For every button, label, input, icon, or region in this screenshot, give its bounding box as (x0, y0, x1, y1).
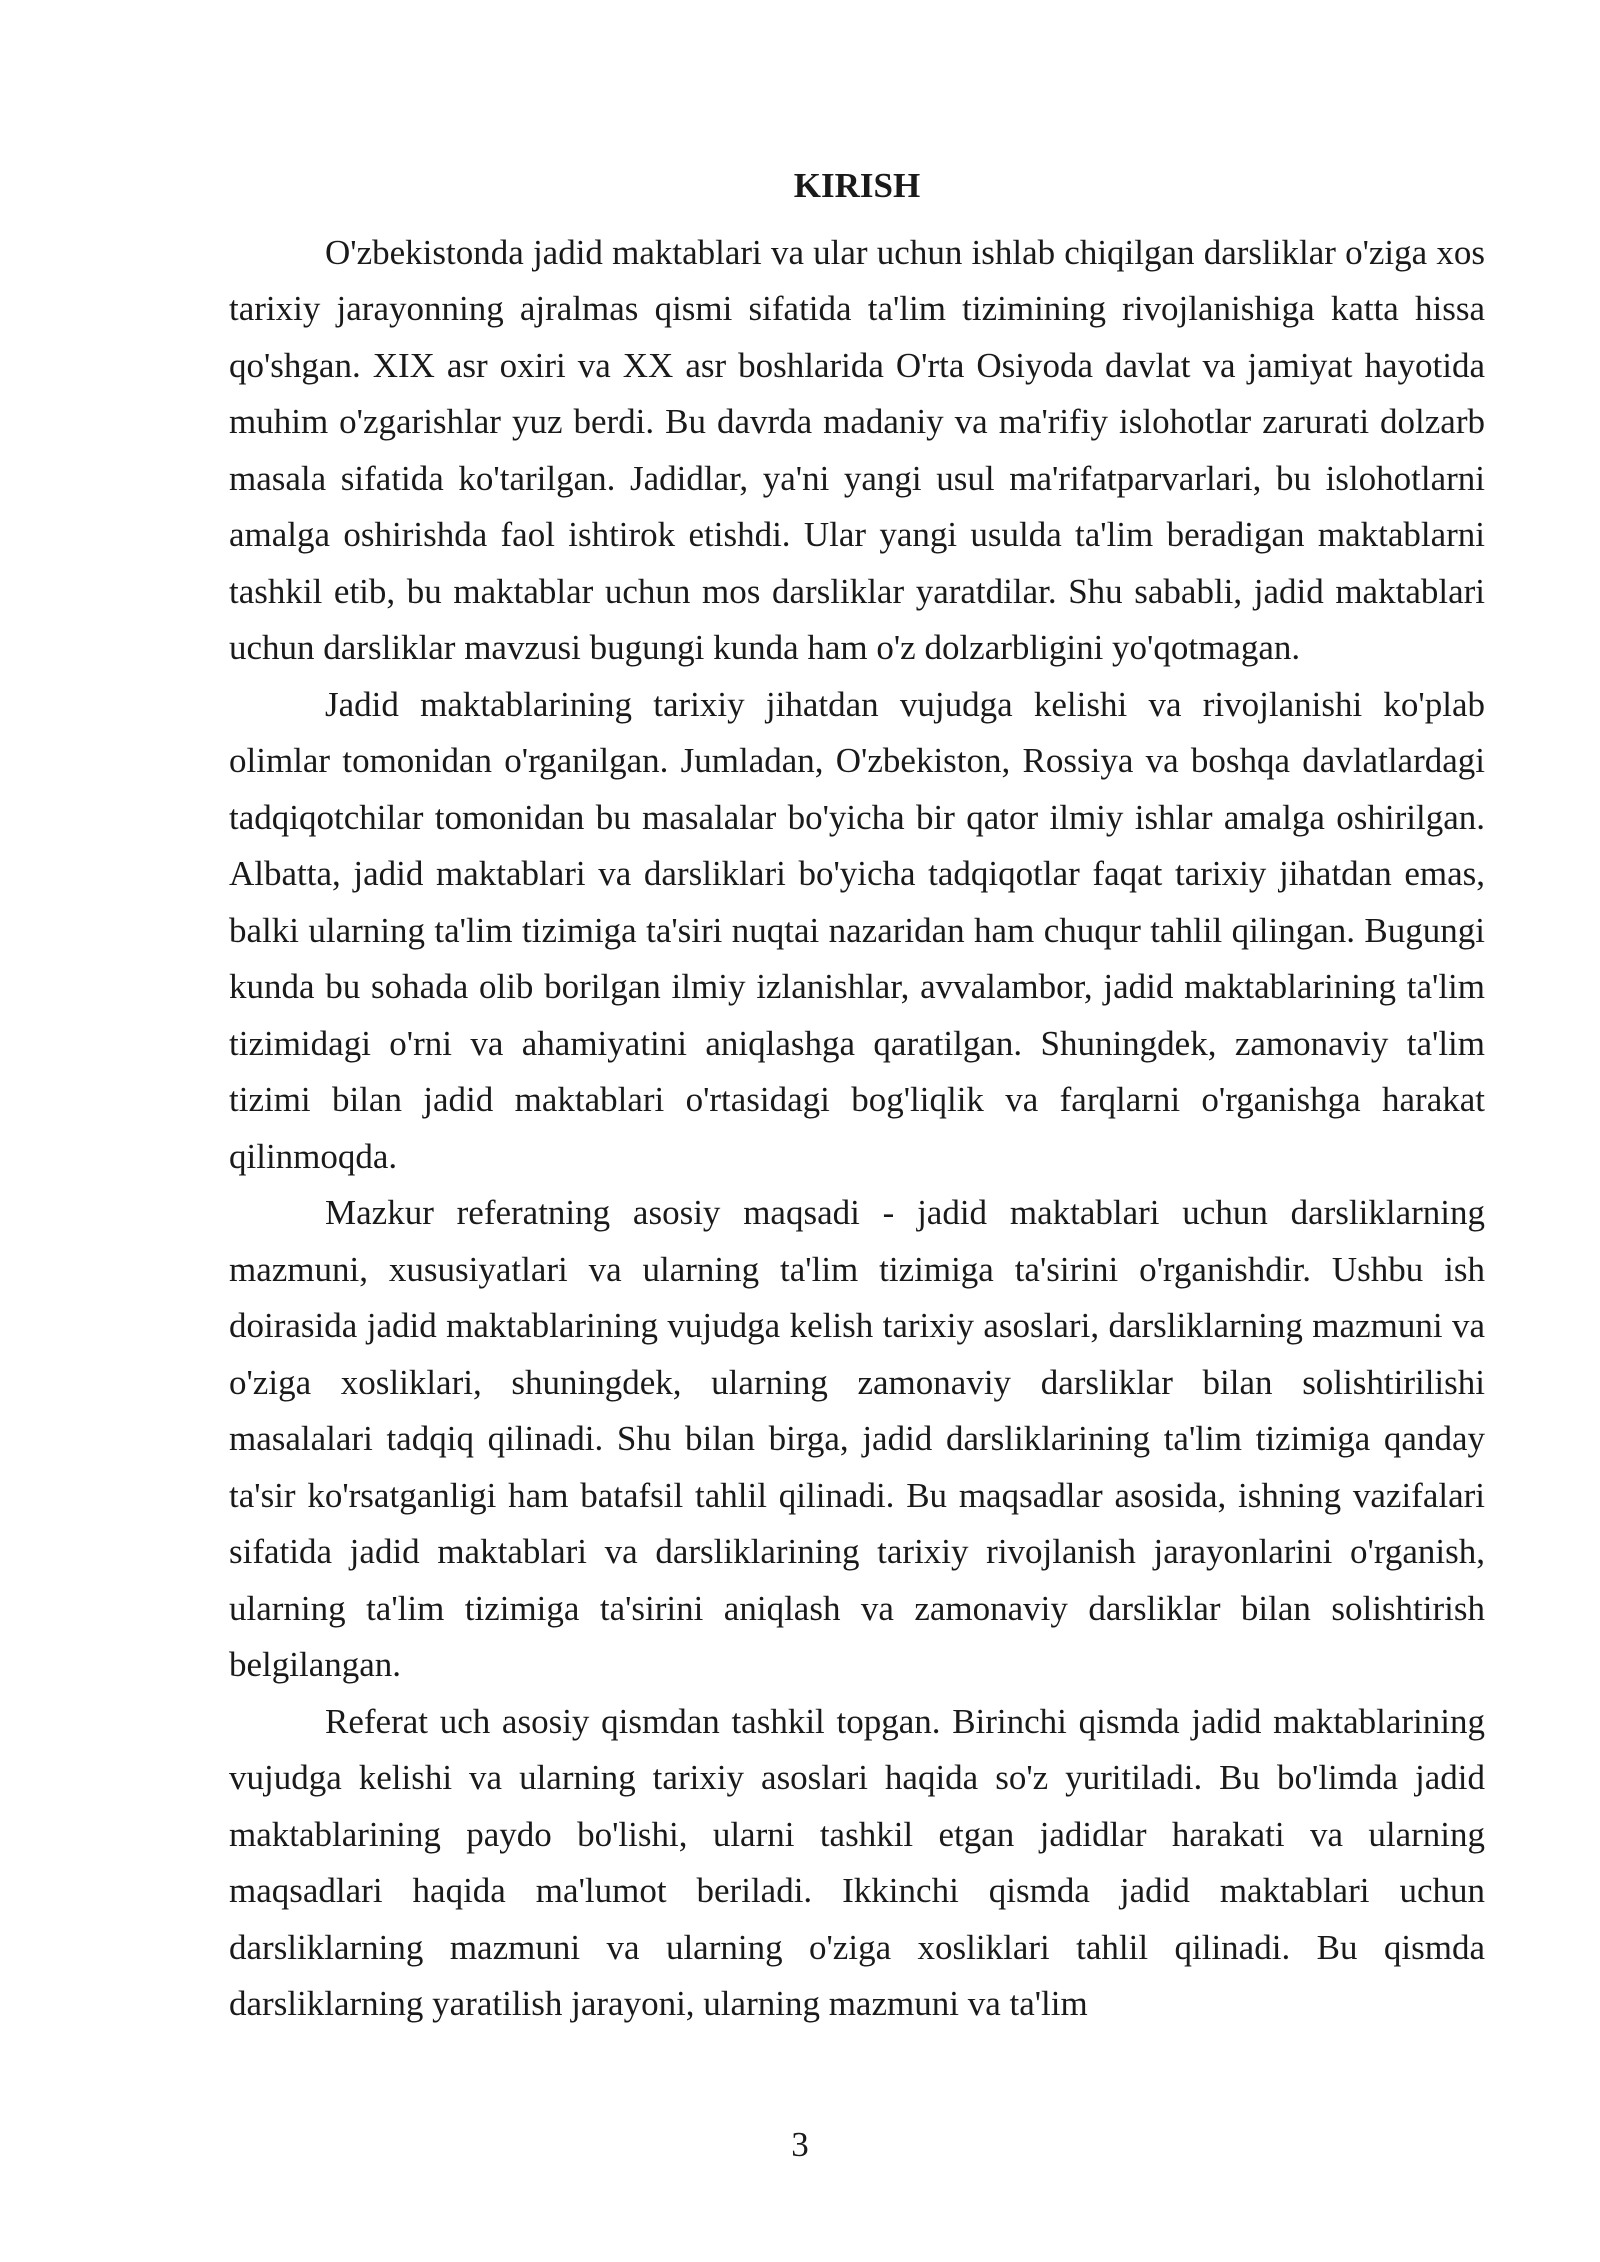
paragraph-1: O'zbekistonda jadid maktablari va ular uchun ishlab chiqilgan darsliklar o'ziga xos tarixiy jarayonning ajralmas qismi sifatida ta'lim tizimining rivojlanishiga katta hissa qo'shgan. XIX asr oxiri va XX asr boshlarida O'rta Osiyoda davlat va jamiyat hayotida muhim o'zgarishlar yuz berdi. Bu davrda madaniy va ma'rifiy islohotlar zarurati dolzarb masala sifatida ko'tarilgan. Jadidlar, ya'ni yangi usul ma'rifatparvarlari, bu islohotlarni amalga oshirishda faol ishtirok etishdi. Ular yangi usulda ta'lim beradigan maktablarni tashkil etib, bu maktablar uchun mos darsliklar yaratdilar. Shu sababli, jadid maktablari uchun darsliklar mavzusi bugungi kunda ham o'z dolzarbligini yo'qotmagan. (229, 232, 1485, 667)
section-title: KIRISH (793, 166, 921, 205)
paragraph-3: Mazkur referatning asosiy maqsadi - jadid maktablari uchun darsliklarning mazmuni, xususiyatlari va ularning ta'lim tizimiga ta'sirini o'rganishdir. Ushbu ish doirasida jadid maktablarining vujudga kelish tarixiy asoslari, darsliklarning mazmuni va o'ziga xosliklari, shuningdek, ularning zamonaviy darsliklar bilan solishtirilishi masalalari tadqiq qilinadi. Shu bilan birga, jadid darsliklarining ta'lim tizimiga qanday ta'sir ko'rsatganligi ham batafsil tahlil qilinadi. Bu maqsadlar asosida, ishning vazifalari sifatida jadid maktablari va darsliklarining tarixiy rivojlanish jarayonlarini o'rganish, ularning ta'lim tizimiga ta'sirini aniqlash va zamonaviy darsliklar bilan solishtirish belgilangan. (229, 1193, 1485, 1684)
page-content (229, 158, 1485, 2033)
paragraph-2: Jadid maktablarining tarixiy jihatdan vujudga kelishi va rivojlanishi ko'plab olimlar tomonidan o'rganilgan. Jumladan, O'zbekiston, Rossiya va boshqa davlatlardagi tadqiqotchilar tomonidan bu masalalar bo'yicha bir qator ilmiy ishlar amalga oshirilgan. Albatta, jadid maktablari va darsliklari bo'yicha tadqiqotlar faqat tarixiy jihatdan emas, balki ularning ta'lim tizimiga ta'siri nuqtai nazaridan ham chuqur tahlil qilingan. Bugungi kunda bu sohada olib borilgan ilmiy izlanishlar, avvalambor, jadid maktablarining ta'lim tizimidagi o'rni va ahamiyatini aniqlashga qaratilgan. Shuningdek, zamonaviy ta'lim tizimi bilan jadid maktablari o'rtasidagi bog'liqlik va farqlarni o'rganishga harakat qilinmoqda. (229, 684, 1485, 1176)
page-number: 3 (791, 2125, 809, 2164)
paragraph-4: Referat uch asosiy qismdan tashkil topgan. Birinchi qismda jadid maktablarining vujudga kelishi va ularning tarixiy asoslari haqida so'z yuritiladi. Bu bo'limda jadid maktablarining paydo bo'lishi, ularni tashkil etgan jadidlar harakati va ularning maqsadlari haqida ma'lumot beriladi. Ikkinchi qismda jadid maktablari uchun darsliklarning mazmuni va ularning o'ziga xosliklari tahlil qilinadi. Bu qismda darsliklarning yaratilish jarayoni, ularning mazmuni va ta'lim (229, 1701, 1485, 2023)
